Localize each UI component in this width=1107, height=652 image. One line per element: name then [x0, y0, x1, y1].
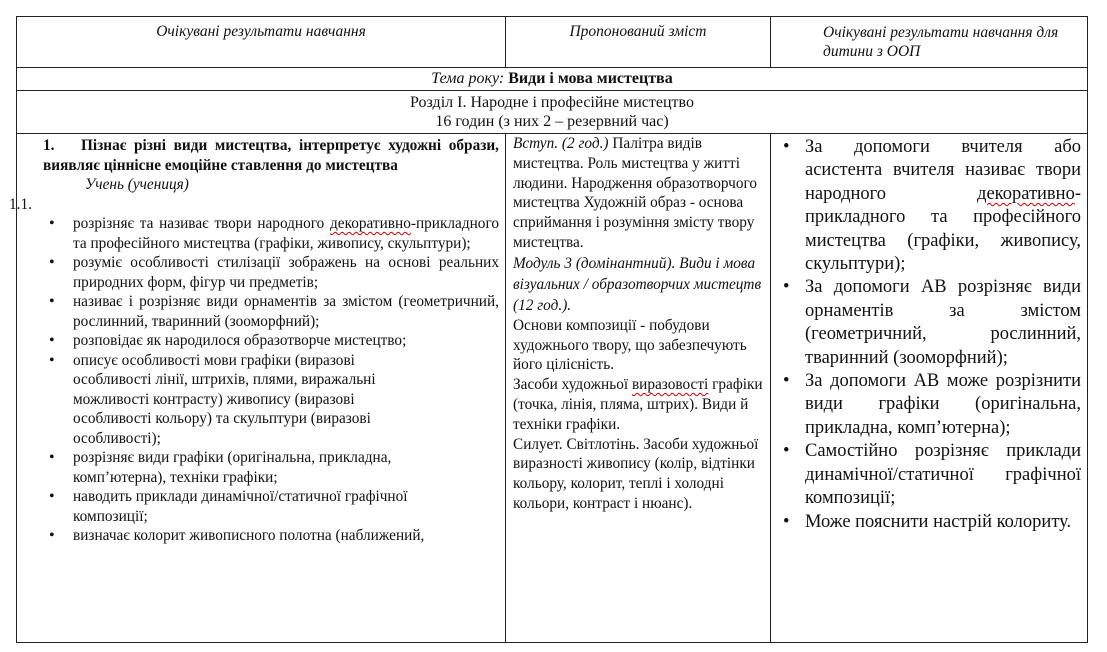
results-sen-cell [771, 134, 1088, 643]
expected-results-cell [9, 134, 506, 643]
list-item: • За допомоги вчителя або асистента вчителя називає твори народного декоративно-прикладного та професійного мистецтва (графіки, живопису, скульптури); [779, 136, 1081, 276]
learner-label: Учень (учениця) [85, 176, 189, 193]
header-results-sen: Очікувані результати навчання для дитини з ООП [771, 17, 1088, 68]
curriculum-table [9, 16, 1088, 643]
list-item: • розрізняє та називає твори народного декоративно-прикладного та професійного мистецтва (графіки, живопису, скульптури); [21, 214, 499, 253]
outcome-text: Пізнає різні види мистецтва, інтерпретує художні образи, виявляє ціннісне емоційне ставлення до мистецтва [43, 137, 499, 174]
header-row [17, 17, 1088, 68]
sen-results-list [779, 136, 1081, 534]
proposed-content-cell [506, 134, 771, 643]
year-theme-row [17, 68, 1088, 91]
module-label: Модуль 3 (домінантний). Види і мова візуальних / образотворчих мистецтв (12 год.). [513, 254, 762, 314]
subsection-number: 1.1. [9, 195, 32, 213]
section-hours: 16 годин (з них 2 – резервний час) [435, 113, 669, 130]
year-theme-value: Види і мова мистецтва [508, 70, 673, 87]
composition-paragraph: Основи композиції - побудови художнього твору, що забезпечують його цілісність. [513, 316, 747, 374]
list-item: • називає і розрізняє види орнаментів за змістом (геометричний, рослинний, тваринний (зооморфний); [21, 292, 499, 331]
list-item: • Самостійно розрізняє приклади динамічної/статичної графічної композиції; [779, 440, 1081, 510]
list-item: • розповідає як народилося образотворче мистецтво; [21, 331, 499, 351]
list-item: • визначає колорит живописного полотна (наближений, [21, 526, 499, 546]
header-proposed-content: Пропонований зміст [506, 17, 771, 68]
intro-paragraph [513, 134, 766, 253]
graphics-paragraph: Засоби художньої виразовості графіки (точка, лінія, пляма, штрих). Види й техніки графіки. [513, 376, 763, 433]
intro-label: Вступ. (2 год.) [513, 135, 609, 152]
intro-text: Палітра видів мистецтва. Роль мистецтва у житті людини. Народження образотворчого мистецтва Художній образ - основа сприймання і розуміння змісту твору мистецтва. [513, 135, 758, 251]
list-item: • розуміє особливості стилізації зображень на основі реальних природних форм, фігур чи предметів; [21, 253, 499, 292]
painting-paragraph: Силует. Світлотінь. Засоби художньої виразності живопису (колір, відтінки кольору, колорит, теплі і холодні кольори, контраст і нюанс). [513, 435, 759, 512]
list-item: • Може пояснити настрій колориту. [779, 511, 1081, 534]
outcome-heading [21, 136, 499, 175]
header-expected-results: Очікувані результати навчання [17, 17, 506, 68]
content-row [17, 134, 1088, 643]
list-item: • За допомоги АВ розрізняє види орнаментів за змістом (геометричний, рослинний, тваринний (зооморфний); [779, 276, 1081, 370]
year-theme-cell [17, 68, 1088, 91]
list-item: • наводить приклади динамічної/статичної графічної композиції; [21, 487, 499, 526]
list-item: • описує особливості мови графіки (виразові особливості лінії, штрихів, плями, виражальні можливості контрасту) живопису (виразові особливості кольору) та скульптури (виразові особливості); [21, 351, 499, 449]
results-list [21, 214, 499, 546]
outcome-number: 1. [43, 137, 55, 154]
section-title: Розділ І. Народне і професійне мистецтво [410, 94, 694, 111]
list-item: • розрізняє види графіки (оригінальна, прикладна, комп’ютерна), техніки графіки; [21, 448, 499, 487]
section-cell [17, 91, 1088, 134]
list-item: • За допомоги АВ може розрізнити види графіки (оригінальна, прикладна, комп’ютерна); [779, 370, 1081, 440]
year-theme-label: Тема року: [431, 70, 509, 87]
section-row [17, 91, 1088, 134]
